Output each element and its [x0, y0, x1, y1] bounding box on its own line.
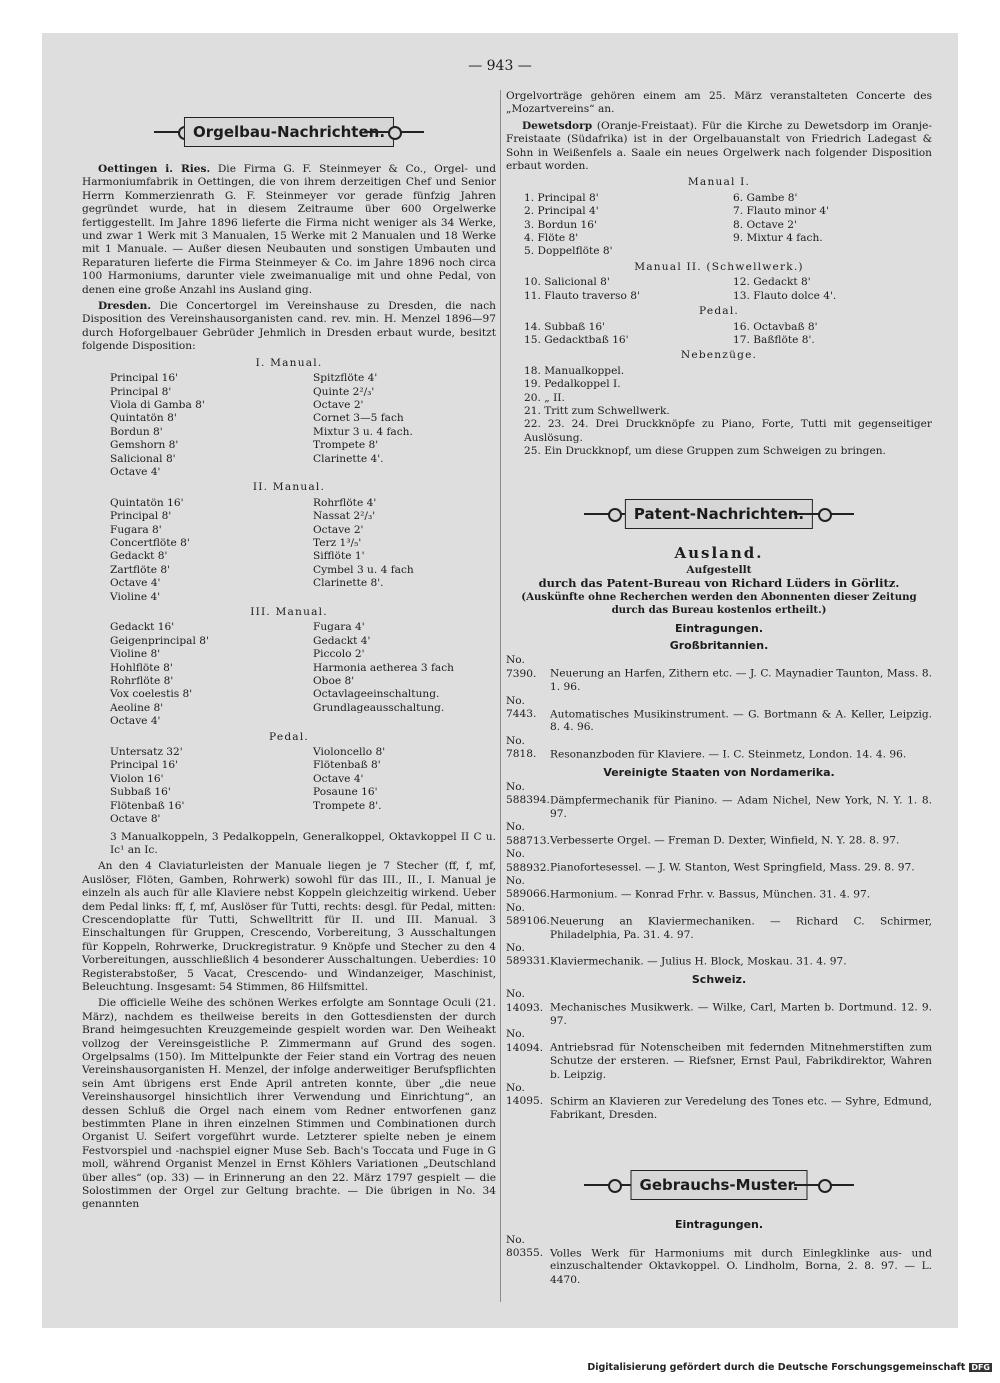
stop: [313, 715, 496, 728]
article-text: (Oranje-Freistaat). Für die Kirche zu Dewetsdorp im Oranje-Freistaate (Südafrika) ist in der Orgelbauanstalt von Friedrich Ladegast & Sohn in Weißenfels a. Saale ein neues Orgelwerk nach folgender Disposition erbaut worden.: [506, 119, 932, 173]
country-heading: Großbritannien.: [669, 639, 769, 652]
stop: Oboe 8': [313, 675, 355, 688]
orgelbau-banner: [139, 117, 439, 149]
stop: Trompete 8': [313, 439, 379, 452]
patent-number: No. 7818.: [506, 734, 537, 761]
stop: 16. Octavbaß 8': [733, 320, 818, 333]
stop: Principal 16': [110, 759, 178, 772]
stop: Octave 8': [110, 813, 161, 826]
digitization-footer: [587, 1362, 992, 1373]
stop: Trompete 8'.: [313, 799, 382, 812]
list-item: 19. Pedalkoppel I.: [524, 378, 621, 391]
section-title: Pedal.: [699, 305, 739, 318]
section-title: I. Manual.: [255, 356, 323, 369]
article-text: Die Firma G. F. Steinmeyer & Co., Orgel- und Harmoniumfabrik in Oettingen, die von ihrem derzeitigen Chef und Senior Herrn Kommerzienrath G. F. Steinmeyer vor gerade fünfzig Jahren gegründet wurde, hat in diesem Zeitraume über 600 Orgelwerke fertiggestellt. Im Jahre 1896 lieferte die Firma nicht weniger als 34 Werke, und zwar 1 Werk mit 3 Manualen, 15 Werke mit 2 Manualen und 18 Werke mit 1 Manuale. — Außer diesen Neubauten und sonstigen Umbauten und Reparaturen lieferte die Firma Steinmeyer & Co. im Jahre 1896 noch circa 100 Harmoniums, darunter viele zweimanualige mit und ohne Pedal, von denen eine große Anzahl ins Ausland ging.: [82, 163, 496, 296]
stop: Flötenbaß 16': [110, 799, 185, 812]
patent-entry: [506, 654, 932, 694]
stop: Salicional 8': [110, 452, 176, 465]
stop: Fugara 4': [313, 621, 365, 634]
article-heading: Oettingen i. Ries.: [98, 163, 211, 175]
stop: [313, 591, 496, 604]
stop-list: [82, 746, 496, 826]
stop: Rohrflöte 4': [313, 496, 377, 509]
stop: Principal 16': [110, 372, 178, 385]
list-item: 21. Tritt zum Schwellwerk.: [524, 404, 670, 417]
patent-entry: [506, 1028, 932, 1082]
patent-text: Mechanisches Musikwerk. — Wilke, Carl, Marten b. Dortmund. 12. 9. 97.: [550, 1001, 932, 1027]
stop: Principal 8': [110, 385, 172, 398]
stop: Violine 8': [110, 648, 161, 661]
stop: Clarinette 8'.: [313, 577, 384, 590]
stop: Posaune 16': [313, 786, 378, 799]
patent-text: Harmonium. — Konrad Frhr. v. Bassus, München. 31. 4. 97.: [550, 888, 871, 901]
bureau-text: durch das Patent-Bureau von Richard Lüders in Görlitz.: [538, 576, 900, 591]
stop: Rohrflöte 8': [110, 675, 174, 688]
patent-text: Neuerung an Klaviermechaniken. — Richard C. Schirmer, Philadelphia, Pa. 31. 4. 97.: [550, 915, 932, 941]
stop: [733, 245, 932, 258]
patent-text: Klaviermechanik. — Julius H. Block, Moskau. 31. 4. 97.: [550, 955, 847, 968]
section-title: Pedal.: [269, 730, 309, 743]
stop: 7. Flauto minor 4': [733, 205, 830, 218]
stop: 9. Mixtur 4 fach.: [733, 232, 823, 245]
ornament-icon: [364, 129, 424, 135]
stop: 6. Gambe 8': [733, 191, 798, 204]
patent-entry: [506, 1082, 932, 1122]
patent-number: No. 589106.: [506, 901, 550, 928]
stop: Gedackt 4': [313, 634, 371, 647]
article-heading: Dresden.: [98, 300, 152, 313]
stop: Octavlageeinschaltung.: [313, 688, 440, 701]
patent-number: No. 588713.: [506, 821, 550, 847]
stop: 8. Octave 2': [733, 218, 797, 231]
list-item: 22. 23. 24. Drei Druckknöpfe zu Piano, Forte, Tutti mit gegenseitiger Auslösung.: [524, 418, 932, 444]
stop: [313, 466, 496, 479]
section-title: II. Manual.: [252, 481, 326, 494]
stop: Untersatz 32': [110, 746, 183, 759]
stop: Aeoline 8': [110, 701, 164, 714]
stop: 10. Salicional 8': [524, 276, 610, 289]
patent-entry: [506, 848, 932, 875]
patent-entry: [506, 902, 932, 942]
continued-text: Orgelvorträge gehören einem am 25. März veranstalteten Concerte des „Mozartvereins“ an.: [506, 90, 932, 116]
eintragungen-heading: Eintragungen.: [674, 621, 764, 635]
list-item: 18. Manualkoppel.: [524, 364, 625, 377]
right-column: [506, 90, 932, 1287]
aufgestellt-text: Aufgestellt: [686, 563, 752, 576]
patent-number: No. 7390.: [506, 654, 537, 680]
patent-number: No. 14093.: [506, 988, 544, 1014]
stop-list: [506, 321, 932, 348]
auskuenfte-text: (Auskünfte ohne Recherchen werden den Abonnenten dieser Zeitung durch das Bureau kostenlos ertheilt.): [521, 590, 917, 617]
stop: Bordun 8': [110, 425, 163, 438]
banner-title: Gebrauchs-Muster.: [631, 1170, 808, 1200]
stop: Octave 2': [313, 398, 364, 411]
patent-number: No. 7443.: [506, 694, 537, 721]
stop-list: [506, 192, 932, 259]
stop: Violine 4': [110, 590, 161, 603]
stop: 12. Gedackt 8': [733, 276, 811, 289]
stop: 5. Doppelflöte 8': [524, 245, 613, 258]
stop: 15. Gedacktbaß 16': [524, 333, 629, 346]
stop: Mixtur 3 u. 4 fach.: [313, 425, 413, 438]
koppeln-text: 3 Manualkoppeln, 3 Pedalkoppeln, Generalkoppel, Oktavkoppel II C u. Ic¹ an Ic.: [110, 830, 496, 856]
stop: Hohlflöte 8': [110, 661, 173, 674]
stop: Grundlageausschaltung.: [313, 701, 445, 714]
stop-list: [506, 276, 932, 303]
patent-text: Dämpfermechanik für Pianino. — Adam Nichel, New York, N. Y. 1. 8. 97.: [550, 794, 932, 820]
patent-text: Automatisches Musikinstrument. — G. Bortmann & A. Keller, Leipzig. 8. 4. 96.: [550, 708, 932, 734]
stop: Gedackt 16': [110, 621, 175, 634]
dewetsdorp-article: [506, 120, 932, 174]
ornament-icon: [794, 1182, 854, 1188]
stop: 1. Principal 8': [524, 191, 599, 204]
stop: Fugara 8': [110, 523, 162, 536]
eintragungen-heading: Eintragungen.: [674, 1218, 764, 1232]
stop: Octave 4': [110, 577, 161, 590]
list-item: 20. „ II.: [524, 391, 565, 404]
stop: Terz 1³/₅': [313, 536, 362, 549]
stop: Octave 4': [110, 715, 161, 728]
stop: Quintatön 16': [110, 496, 184, 509]
patent-text: Antriebsrad für Notenscheiben mit federnden Mitnehmerstiften zum Schutze der ersteren. — Riefsner, Ernst Paul, Fabrikdirektor, Wahren b. Leipzig.: [550, 1041, 932, 1081]
ausland-heading: Ausland.: [674, 543, 764, 562]
stop: 13. Flauto dolce 4'.: [733, 289, 837, 302]
patent-entry: [506, 942, 932, 969]
patent-entry: [506, 875, 932, 902]
stop: 3. Bordun 16': [524, 218, 597, 231]
dresden-article: [82, 300, 496, 354]
article-heading: Dewetsdorp: [522, 119, 593, 132]
patent-number: No. 589066.: [506, 874, 550, 901]
stop: 17. Baßflöte 8'.: [733, 333, 815, 346]
stop: 4. Flöte 8': [524, 232, 579, 245]
stop: Piccolo 2': [313, 648, 365, 661]
country-heading: Schweiz.: [691, 972, 747, 986]
stop: Violon 16': [110, 772, 164, 785]
stop: Sifflöte 1': [313, 550, 365, 563]
stop: Viola di Gamba 8': [110, 398, 205, 411]
stop: Harmonia aetherea 3 fach: [313, 661, 454, 674]
section-title: Manual I.: [687, 176, 751, 189]
stop: Quinte 2²/₃': [313, 385, 375, 398]
patent-entry: [506, 781, 932, 821]
patent-number: No. 588932.: [506, 848, 550, 874]
stop: Flötenbaß 8': [313, 759, 381, 772]
patent-text: Resonanzboden für Klaviere. — I. C. Steinmetz, London. 14. 4. 96.: [550, 748, 907, 761]
article-text: Die Concertorgel im Vereinshause zu Dresden, die nach Disposition des Vereinshausorganisten cand. rev. min. H. Menzel 1896—97 durch Hoforgelbauer Gebrüder Jehmlich in Dresden erbaut wurde, besitzt folgende Disposition:: [82, 300, 496, 353]
paragraph: Die officielle Weihe des schönen Werkes erfolgte am Sonntage Oculi (21. März), nachdem es theilweise bereits in den Gottesdiensten der durch Brand heimgesuchten Kreuzgemeinde gespielt worden war. Den Weiheakt vollzog der Vereinsgeistliche P. Zimmermann auf Grund des sogen. Orgelpsalms (150). Im Mittelpunkte der Feier stand ein Vortrag des neuen Vereinshausorganisten H. Menzel, der infolge anderweitiger Berufspflichten sein Amt übrigens erst Ende April antreten konnte, über „die neue Vereinshausorgel hinsichtlich ihrer Verwendung und Einrichtung“, an dessen Schluß die Orgel nach einem vom Redner entworfenen ganz bestimmten Plane in ihren einzelnen Stimmen und Combinationen durch Organist U. Seifert vorgeführt wurde. Letzterer spielte neben je einem Festvorspiel und -nachspiel eigner Muse Seb. Bach's Toccata und Fuge in G moll, während Organist Menzel in Ernst Köhlers Variationen „Deutschland über alles“ (op. 33) — in Erinnerung an den 22. März 1797 gespielt — die Solostimmen der Orgel zur Geltung brachte. — Die übrigen in No. 34 genannten: [82, 997, 496, 1211]
patent-number: No. 80355.: [506, 1233, 544, 1260]
oettingen-article: [82, 163, 496, 297]
stop: Vox coelestis 8': [110, 688, 193, 701]
stop: Octave 4': [313, 772, 364, 785]
stop: 2. Principal 4': [524, 205, 599, 218]
banner-title: Patent-Nachrichten.: [625, 499, 813, 529]
country-heading: Vereinigte Staaten von Nordamerika.: [603, 765, 835, 779]
stop: [313, 813, 496, 826]
patent-text: Schirm an Klavieren zur Veredelung des Tones etc. — Syhre, Edmund, Fabrikant, Dresden.: [550, 1095, 932, 1121]
banner-title: Orgelbau-Nachrichten.: [184, 117, 394, 147]
section-title: Manual II. (Schwellwerk.): [634, 260, 804, 273]
stop: Gedackt 8': [110, 550, 168, 563]
patent-entry: [506, 695, 932, 735]
stop: Octave 2': [313, 523, 364, 536]
patent-number: No. 14094.: [506, 1028, 544, 1054]
patent-text: Verbesserte Orgel. — Freman D. Dexter, Winfield, N. Y. 28. 8. 97.: [550, 834, 900, 847]
stop: Gemshorn 8': [110, 439, 179, 452]
stop: Spitzflöte 4': [313, 372, 378, 385]
stop: Cornet 3—5 fach: [313, 412, 404, 425]
paragraph: An den 4 Claviaturleisten der Manuale liegen je 7 Stecher (ff, f, mf, Auslöser, Flöten, Gamben, Rohrwerk) sowohl für das III., II., I. Manual je einzeln als auch für alle Klaviere nebst Koppeln gleichzeitig wirkend. Ueber dem Pedal links: ff, f, mf, Auslöser für Tutti, rechts: desgl. für Pedal, mitten: Crescendoplatte für Tutti, Schwelltritt für II. und III. Manual. 3 Einschaltungen für Gruppen, Crescendo, Vorbereitung, 3 Ausschaltungen für Koppeln, Rohrwerke, Druckregistratur. 9 Knöpfe und Stecher zu den 4 Vorbereitungen, ausschließlich 4 besonderer Ausschaltungen. Ueberdies: 10 Registerabstoßer, 5 Vacat, Crescendo- und Windanzeiger, Maschinist, Beleuchtung. Insgesamt: 54 Stimmen, 86 Hilfsmittel.: [82, 860, 496, 993]
stop-list: [82, 497, 496, 604]
patent-entry: [506, 988, 932, 1028]
stop: Cymbel 3 u. 4 fach: [313, 563, 414, 576]
stop: 11. Flauto traverso 8': [524, 289, 640, 302]
patent-text: Volles Werk für Harmoniums mit durch Einlegklinke aus- und einzuschaltender Oktavkoppel. O. Lindholm, Borna, 2. 8. 97. — L. 4470.: [550, 1247, 932, 1286]
stop: Concertflöte 8': [110, 536, 190, 549]
stop: Zartflöte 8': [110, 563, 170, 576]
stop-list: [82, 621, 496, 728]
gebrauchsmuster-banner: [569, 1170, 869, 1202]
patent-text: Pianofortesessel. — J. W. Stanton, West Springfield, Mass. 29. 8. 97.: [550, 861, 915, 874]
stop: Clarinette 4'.: [313, 452, 384, 465]
stop: 14. Subbaß 16': [524, 320, 606, 333]
stop-list: [82, 372, 496, 479]
patent-number: No. 588394.: [506, 781, 550, 807]
left-column: [82, 117, 496, 1215]
ornament-icon: [794, 511, 854, 517]
section-title: III. Manual.: [250, 606, 328, 618]
patent-text: Neuerung an Harfen, Zithern etc. — J. C. Maynadier Taunton, Mass. 8. 1. 96.: [550, 667, 932, 694]
stop: Principal 8': [110, 510, 172, 523]
patent-entry: [506, 1234, 932, 1288]
stop: Violoncello 8': [313, 746, 386, 759]
stop: Quintatön 8': [110, 412, 177, 425]
patent-banner: [569, 499, 869, 531]
nebenzuege-list: [506, 365, 932, 459]
section-title: Nebenzüge.: [680, 349, 758, 362]
dfg-logo: DFG: [971, 1363, 990, 1372]
footer-text: Digitalisierung gefördert durch die Deutsche Forschungsgemeinschaft: [587, 1362, 966, 1373]
stop: Octave 4': [110, 465, 161, 478]
patent-number: No. 589331.: [506, 941, 550, 968]
list-item: 25. Ein Druckknopf, um diese Gruppen zum Schweigen zu bringen.: [524, 445, 886, 458]
patent-entry: [506, 735, 932, 762]
column-divider: [500, 90, 501, 1302]
stop: Nassat 2²/₃': [313, 510, 376, 523]
page-number: — 943 —: [468, 58, 532, 74]
stop: Geigenprincipal 8': [110, 634, 209, 647]
patent-entry: [506, 821, 932, 848]
stop: Subbaß 16': [110, 786, 171, 799]
patent-number: No. 14095.: [506, 1082, 544, 1108]
